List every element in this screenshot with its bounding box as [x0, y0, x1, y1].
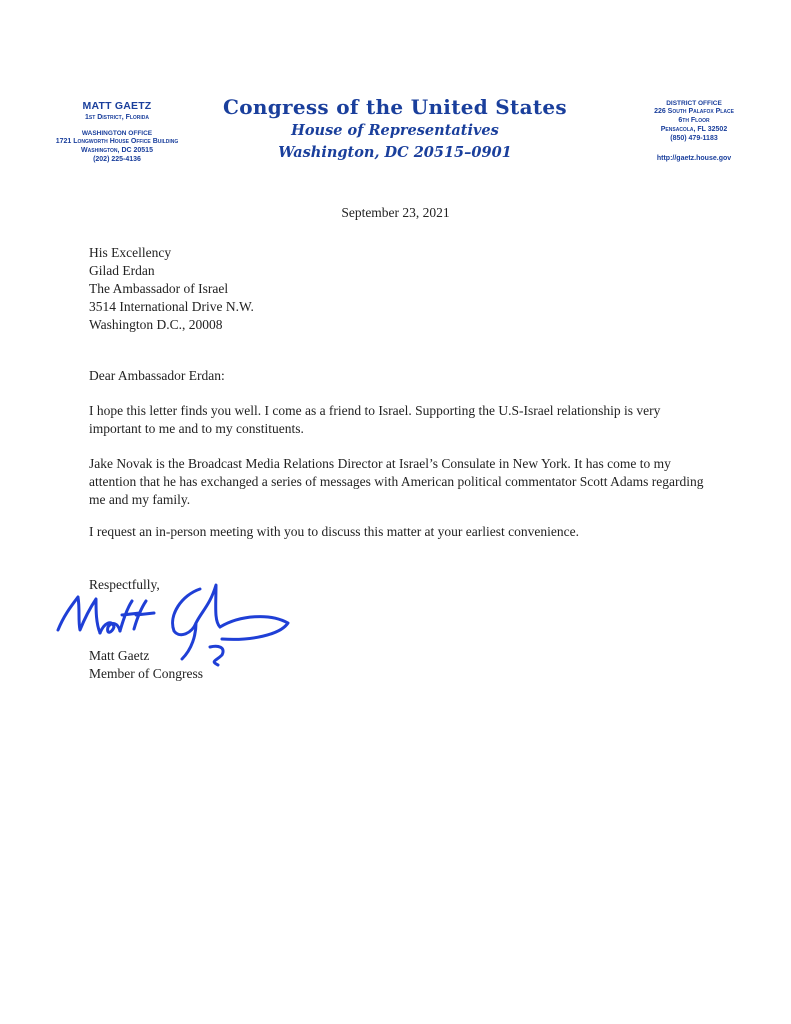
recipient-line: Washington D.C., 20008 — [89, 317, 223, 332]
letter-date: September 23, 2021 — [341, 205, 450, 220]
dc-office-building: 1721 Longworth House Office Building — [55, 138, 179, 145]
website-url: http://gaetz.house.gov — [656, 155, 732, 162]
recipient-line: The Ambassador of Israel — [89, 281, 229, 296]
district-office-street: 226 South Palafox Place — [654, 108, 734, 115]
letterhead-address: Washington, DC 20515–0901 — [278, 144, 512, 161]
recipient-line: Gilad Erdan — [89, 263, 155, 278]
letterhead-house: House of Representatives — [291, 122, 499, 139]
member-district: 1st District, Florida — [84, 114, 150, 121]
signer-name: Matt Gaetz — [89, 648, 150, 663]
recipient-line: 3514 International Drive N.W. — [89, 299, 254, 314]
paragraph-3: I request an in-person meeting with you to discuss this matter at your earliest convenience. — [89, 524, 579, 539]
district-office-city: Pensacola, FL 32502 — [660, 126, 728, 133]
district-office-floor: 6th Floor — [678, 117, 710, 124]
district-office-label: DISTRICT OFFICE — [666, 100, 722, 107]
dc-office-phone: (202) 225-4136 — [93, 156, 141, 163]
salutation: Dear Ambassador Erdan: — [89, 368, 225, 383]
dc-office-label: WASHINGTON OFFICE — [81, 130, 153, 137]
closing: Respectfully, — [89, 577, 160, 592]
letterhead-left — [22, 100, 212, 164]
letterhead-congress: Congress of the United States — [223, 95, 567, 119]
recipient-address — [89, 244, 254, 334]
paragraph-2: Jake Novak is the Broadcast Media Relations Director at Israel’s Consulate in New York. It has come to my attention that he has exchanged a series of messages with American political commentator Scott Adams regarding me and my family. — [89, 456, 704, 507]
dc-office-city: Washington, DC 20515 — [81, 147, 153, 154]
member-name: MATT GAETZ — [82, 100, 152, 112]
signer-title: Member of Congress — [89, 666, 203, 681]
letterhead-right — [614, 100, 774, 162]
signer-block — [89, 647, 203, 683]
letterhead-center — [215, 94, 575, 164]
paragraph-1: I hope this letter finds you well. I come as a friend to Israel. Supporting the U.S-Israel relationship is very important to me and to my constituents. — [89, 403, 661, 436]
recipient-line: His Excellency — [89, 245, 172, 260]
district-office-phone: (850) 479-1183 — [670, 135, 718, 142]
